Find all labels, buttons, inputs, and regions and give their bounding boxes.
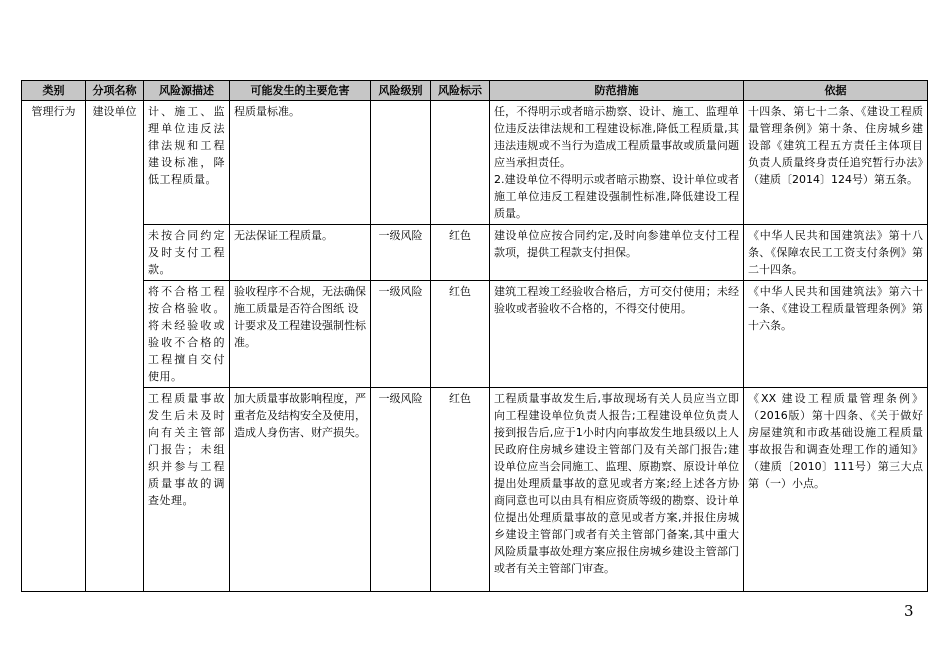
basis-cell: 《中华人民共和国建筑法》第六十一条、《建设工程质量管理条例》第十六条。 [744, 281, 928, 388]
subitem-cell: 建设单位 [86, 101, 144, 592]
measure-item: 建筑工程竣工经验收合格后，方可交付使用；未经验收或者验收不合格的，不得交付使用。 [494, 285, 739, 315]
risk-source-cell: 将不合格工程按合格验收。将未经验收或验收不合格的工程擅自交付使用。 [144, 281, 230, 388]
header-basis: 依据 [744, 81, 928, 101]
table-row [22, 281, 928, 388]
header-category: 类别 [22, 81, 86, 101]
header-subitem: 分项名称 [86, 81, 144, 101]
risk-level-cell [371, 101, 431, 225]
measure-item: 任，不得明示或者暗示勘察、设计、施工、监理单位违反法律法规和工程建设标准,降低工程质量,其违法违规或不当行为造成工程质量事故或质量问题应当承担责任。 [494, 105, 739, 169]
risk-level-cell: 一级风险 [371, 281, 431, 388]
header-measures: 防范措施 [490, 81, 744, 101]
page-number: 3 [904, 602, 914, 620]
header-risk-source: 风险源描述 [144, 81, 230, 101]
basis-cell: 《XX 建设工程质量管理条例》（2016版）第十四条、《关于做好房屋建筑和市政基础设施工程质量事故报告和调查处理工作的通知》（建质〔2010〕111号）第三大点第（一）小点。 [744, 388, 928, 592]
basis-cell: 《中华人民共和国建筑法》第十八条、《保障农民工工资支付条例》第二十四条。 [744, 225, 928, 281]
hazard-cell: 加大质量事故影响程度，严重者危及结构安全及使用，造成人身伤害、财产损失。 [230, 388, 371, 592]
risk-mark-cell [431, 101, 490, 225]
hazard-cell: 无法保证工程质量。 [230, 225, 371, 281]
risk-table [21, 80, 928, 592]
risk-level-cell: 一级风险 [371, 225, 431, 281]
header-risk-level: 风险级别 [371, 81, 431, 101]
header-hazard: 可能发生的主要危害 [230, 81, 371, 101]
risk-source-cell: 计、施工、监理单位违反法律法规和工程建设标准，降低工程质量。 [144, 101, 230, 225]
table-row [22, 388, 928, 592]
risk-mark-cell: 红色 [431, 388, 490, 592]
risk-source-cell: 未按合同约定及时支付工程款。 [144, 225, 230, 281]
header-row [22, 81, 928, 101]
table-row [22, 225, 928, 281]
measures-cell [490, 101, 744, 225]
risk-mark-cell: 红色 [431, 225, 490, 281]
risk-mark-cell: 红色 [431, 281, 490, 388]
risk-source-cell: 工程质量事故发生后未及时向有关主管部门报告；未组织并参与工程质量事故的调查处理。 [144, 388, 230, 592]
measure-item: 建设单位应按合同约定,及时向参建单位支付工程款项，提供工程款支付担保。 [494, 229, 739, 259]
measures-cell [490, 388, 744, 592]
measure-item: 2.建设单位不得明示或者暗示勘察、设计单位或者施工单位违反工程建设强制性标准,降低建设工程质量。 [494, 173, 739, 220]
risk-level-cell: 一级风险 [371, 388, 431, 592]
measure-item: 工程质量事故发生后,事故现场有关人员应当立即向工程建设单位负责人报告;工程建设单位负责人接到报告后,应于1小时内向事故发生地县级以上人民政府住房城乡建设主管部门及有关部门报告;建设单位应当会同施工、监理、原勘察、原设计单位提出处理质量事故的意见或者方案;经上述各方协商同意也可以由具有相应资质等级的勘察、设计单位提出处理质量事故的意见或者方案,并报住房城乡建设主管部门或者有关主管部门备案,其中重大风险质量事故处理方案应报住房城乡建设主管部门或者有关主管部门审查。 [494, 392, 739, 575]
measures-cell [490, 225, 744, 281]
basis-cell: 十四条、第七十二条、《建设工程质量管理条例》第十条、住房城乡建设部《建筑工程五方责任主体项目负责人质量终身责任追究暂行办法》（建质〔2014〕124号）第五条。 [744, 101, 928, 225]
table-row [22, 101, 928, 225]
category-cell: 管理行为 [22, 101, 86, 592]
hazard-cell: 程质量标准。 [230, 101, 371, 225]
measures-cell [490, 281, 744, 388]
hazard-cell: 验收程序不合规，无法确保施工质量是否符合图纸 设计要求及工程建设强制性标准。 [230, 281, 371, 388]
header-risk-mark: 风险标示 [431, 81, 490, 101]
